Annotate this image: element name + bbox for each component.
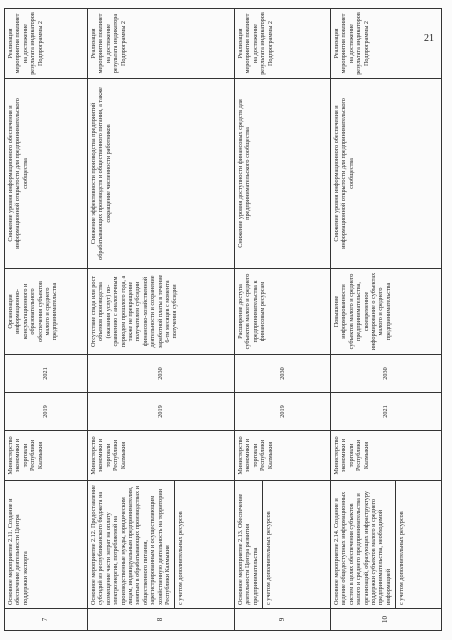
link-cell: Реализация мероприятия повлияет на достижение результата индикаторов Подпрограммы 2	[5, 9, 88, 79]
link-cell: Реализация мероприятия повлияет на достижение результата индикатора Подпрограммы 2	[88, 9, 235, 79]
measures-table	[4, 8, 442, 631]
link-cell: Реализация мероприятия повлияет на достижение результата индикаторов Подпрограммы 2	[331, 9, 442, 79]
consequence-cell: Снижение эффективности производства предприятий обрабатывающих производств и общественного питания, а также сокращение численности работников	[88, 79, 235, 269]
table-row	[235, 9, 331, 631]
row-number: 10	[331, 609, 442, 631]
table-row	[88, 9, 235, 631]
measure-text: Основное мероприятие 2.11. Создание и обеспечение деятельности Центра поддержки экспорта	[7, 498, 29, 605]
end-year-cell: 2030	[331, 355, 442, 393]
measure-cell	[331, 481, 442, 609]
measure-cell	[88, 481, 235, 609]
measure-text: Основное мероприятие 2.12. Предоставление субсидий из республиканского бюджета на возмещение части затрат на оплату электроэнергии, потребляемой на производственные нужды, юридическим лицам, индивидуальным предпринимателям, занятым в обрабатывающих производствах и общественного питания, зарегистрированным и осуществляющим хозяйственную деятельность на территории Республики Калмыкия	[90, 485, 172, 605]
measure-note: с учетом дополнительных ресурсов	[395, 481, 405, 608]
executor-cell: Министерство экономики и торговли Республики Калмыкия	[88, 431, 235, 481]
consequence-cell: Снижение уровня информационного обеспечения и информационной открытости для предпринимательского сообщества	[331, 79, 442, 269]
start-year-cell: 2019	[5, 393, 88, 431]
row-number: 8	[88, 609, 235, 631]
end-year-cell: 2030	[235, 355, 331, 393]
consequence-cell: Снижение уровня доступности финансовых средств для предпринимательского сообщества	[235, 79, 331, 269]
link-cell: Реализация мероприятия повлияет на достижение результата индикаторов Подпрограммы 2	[235, 9, 331, 79]
measure-note: с учетом дополнительных ресурсов	[174, 481, 184, 608]
end-year-cell: 2021	[5, 355, 88, 393]
result-cell: Расширение доступа субъектов малого и среднего предпринимательства к финансовым ресурсам	[235, 269, 331, 355]
measure-text: Основное мероприятие 2.13. Обеспечение деятельности Центра развития предпринимательства	[237, 493, 259, 605]
executor-cell: Министерство экономики и торговли Республики Калмыкия	[235, 431, 331, 481]
table-row	[331, 9, 442, 631]
measure-cell	[235, 481, 331, 609]
executor-cell: Министерство экономики и торговли Республики Калмыкия	[5, 431, 88, 481]
measure-text: Основное мероприятие 2.14. Создание и ведение общедоступных информационных систем в целях обеспечения субъектов малого и среднего предпринимательства и организаций, образующих инфраструктуру поддержки субъектов малого и среднего предпринимательства, необходимой информацией	[333, 491, 392, 605]
result-cell: Организация информационно-консультационного и образовательного обеспечения субъектов малого и среднего предпринимательства	[5, 269, 88, 355]
consequence-cell: Снижение уровня информационного обеспечения и информационной открытости для предпринимательского сообщества	[5, 79, 88, 269]
result-cell: Повышение информированности субъектов малого и среднего предпринимательства, своевременное информирование о субъектах малого и среднего предпринимательства	[331, 269, 442, 355]
start-year-cell: 2021	[331, 393, 442, 431]
table-row	[5, 9, 88, 631]
measure-note: с учетом дополнительных ресурсов	[262, 481, 272, 608]
rotated-table-container	[4, 9, 441, 631]
page-number: 21	[424, 33, 434, 44]
executor-cell: Министерство экономики и торговли Республики Калмыкия	[331, 431, 442, 481]
row-number: 9	[235, 609, 331, 631]
start-year-cell: 2019	[88, 393, 235, 431]
start-year-cell: 2019	[235, 393, 331, 431]
end-year-cell: 2030	[88, 355, 235, 393]
measure-cell	[5, 481, 88, 609]
result-cell: Отсутствие спада или рост объемов производства (оказания услуг) по-сравнению с аналогичным периодом прошлого года, а также не прекращение получателем субсидии финансово-хозяйственной деятельности и сохранение заработной платы в течение 6-ти месяцев с момента получения субсидии	[88, 269, 235, 355]
row-number: 7	[5, 609, 88, 631]
